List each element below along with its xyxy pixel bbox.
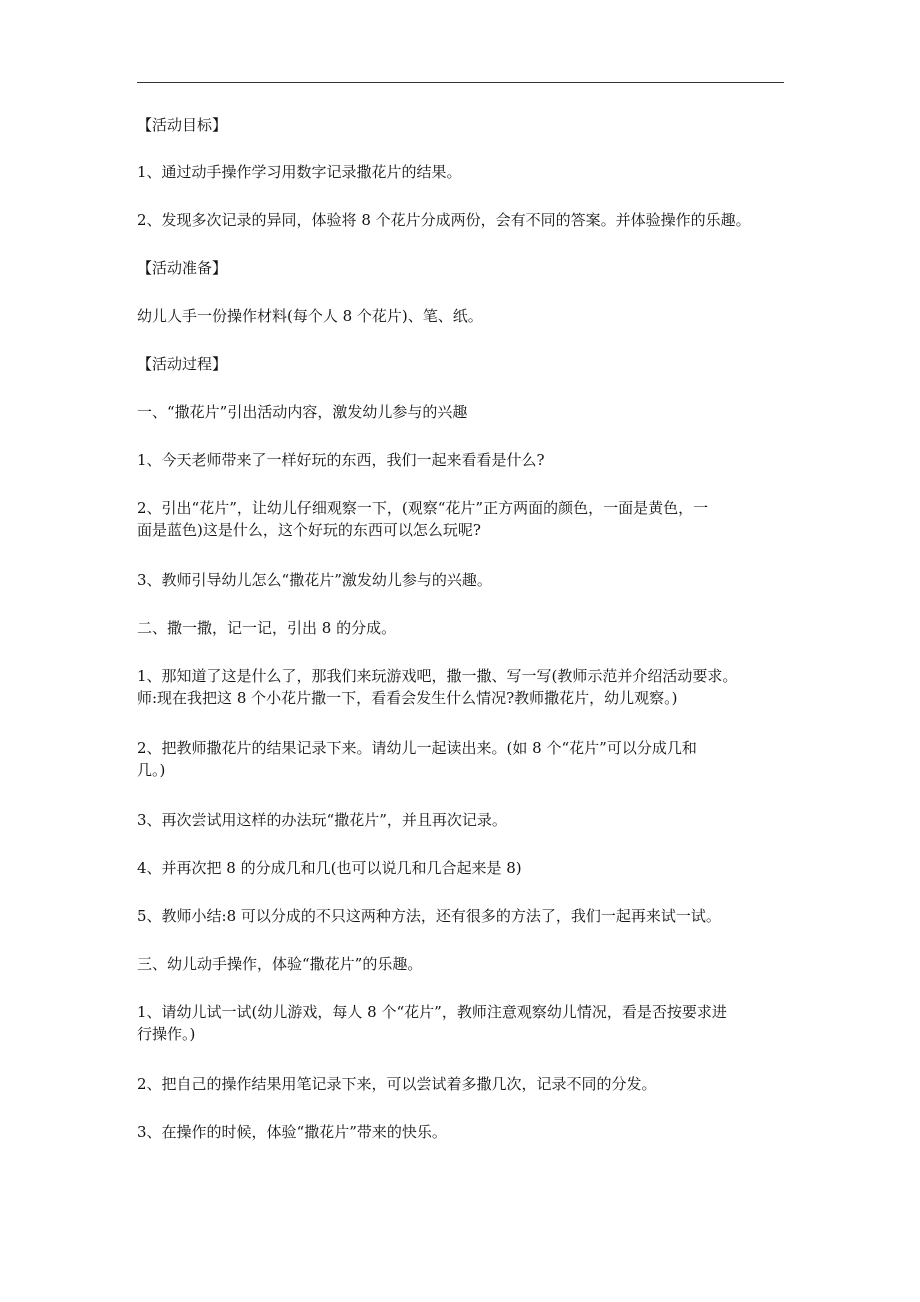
part1-item-1: 1、今天老师带来了一样好玩的东西，我们一起来看看是什么? — [137, 451, 545, 469]
part1-item-3: 3、教师引导幼儿怎么“撒花片”激发幼儿参与的兴趣。 — [137, 571, 492, 589]
header-rule — [137, 82, 784, 83]
part2-item-5: 5、教师小结:8 可以分成的不只这两种方法，还有很多的方法了，我们一起再来试一试。 — [137, 907, 721, 925]
part1-title: 一、“撒花片”引出活动内容，激发幼儿参与的兴趣 — [137, 403, 468, 421]
part3-title: 三、幼儿动手操作，体验“撒花片”的乐趣。 — [137, 955, 423, 973]
part2-item-3: 3、再次尝试用这样的办法玩“撒花片”，并且再次记录。 — [137, 811, 507, 829]
part2-item-2 — [137, 737, 787, 781]
prep-item-1: 幼儿人手一份操作材料(每个人 8 个花片)、笔、纸。 — [137, 307, 483, 325]
part1-item-2 — [137, 497, 787, 541]
part3-item-3: 3、在操作的时候，体验“撒花片”带来的快乐。 — [137, 1123, 447, 1141]
process-heading: 【活动过程】 — [137, 355, 228, 373]
part2-item-1-line-b: 师:现在我把这 8 个小花片撒一下，看看会发生什么情况?教师撒花片，幼儿观察。) — [137, 689, 678, 707]
part1-item-2-line-b: 面是蓝色)这是什么，这个好玩的东西可以怎么玩呢? — [137, 521, 481, 539]
part1-item-2-line-a: 2、引出“花片”，让幼儿仔细观察一下，(观察“花片”正方两面的颜色，一面是黄色，一 — [137, 499, 709, 517]
goal-heading: 【活动目标】 — [137, 116, 228, 134]
goal-item-1: 1、通过动手操作学习用数字记录撒花片的结果。 — [137, 163, 462, 181]
part2-item-2-line-b: 几。) — [137, 761, 166, 779]
part3-item-1-line-b: 行操作。) — [137, 1025, 196, 1043]
part2-item-2-line-a: 2、把教师撒花片的结果记录下来。请幼儿一起读出来。(如 8 个“花片”可以分成几和 — [137, 739, 697, 757]
part2-title: 二、撒一撒，记一记，引出 8 的分成。 — [137, 619, 397, 637]
part3-item-1-line-a: 1、请幼儿试一试(幼儿游戏，每人 8 个“花片”，教师注意观察幼儿情况，看是否按要求进 — [137, 1003, 727, 1021]
part2-item-4: 4、并再次把 8 的分成几和几(也可以说几和几合起来是 8) — [137, 859, 522, 877]
part2-item-1 — [137, 665, 787, 709]
prep-heading: 【活动准备】 — [137, 259, 228, 277]
part3-item-1 — [137, 1001, 787, 1045]
part2-item-1-line-a: 1、那知道了这是什么了，那我们来玩游戏吧，撒一撒、写一写(教师示范并介绍活动要求。 — [137, 667, 738, 685]
part3-item-2: 2、把自己的操作结果用笔记录下来，可以尝试着多撒几次，记录不同的分发。 — [137, 1075, 657, 1093]
goal-item-2: 2、发现多次记录的异同，体验将 8 个花片分成两份，会有不同的答案。并体验操作的乐趣。 — [137, 211, 751, 229]
